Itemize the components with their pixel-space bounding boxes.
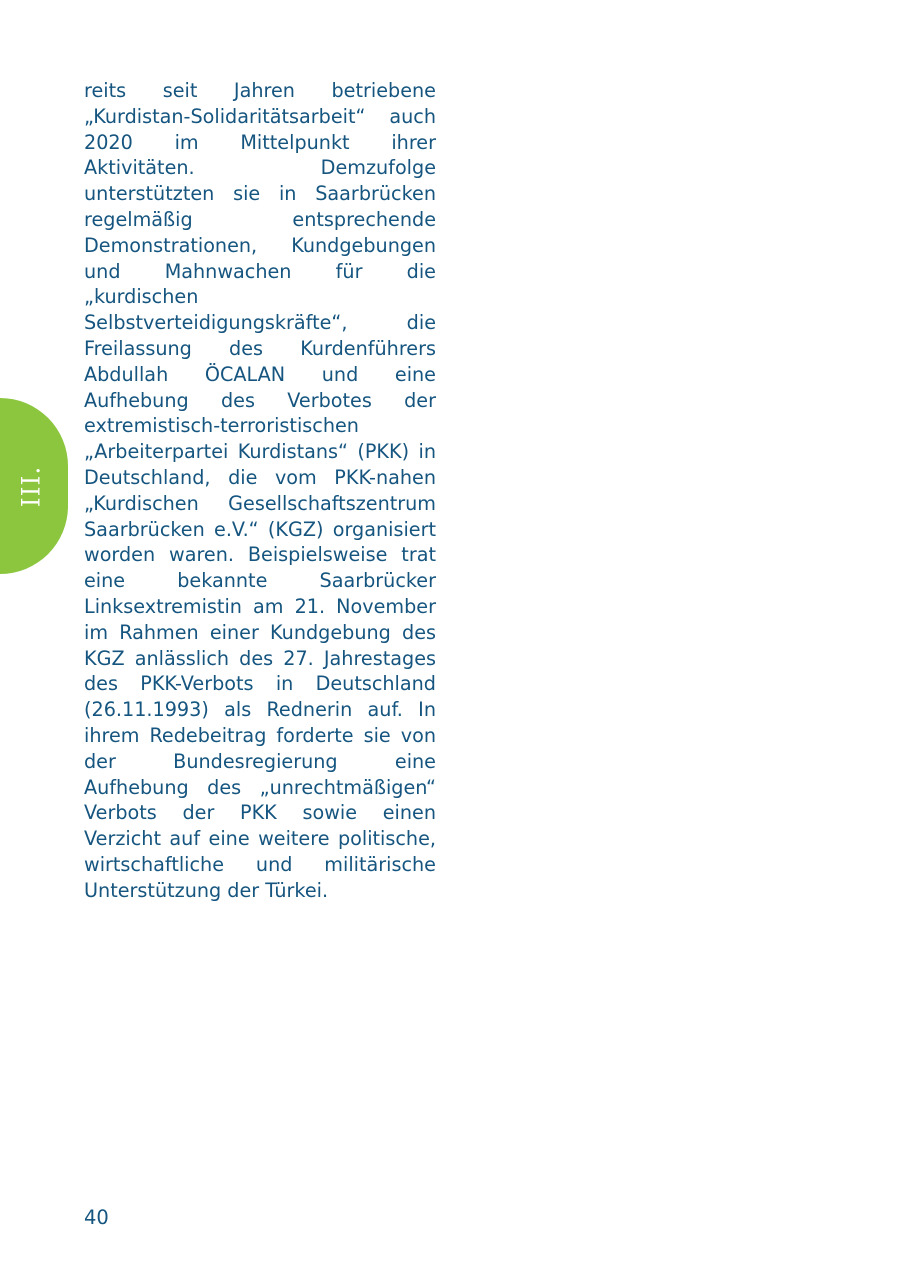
page-number: 40	[84, 1206, 109, 1229]
body-paragraph: reits seit Jahren betriebene „Kurdistan-Solidaritätsarbeit“ auch 2020 im Mittelpunkt ihrer Aktivitäten. Demzufolge unterstützten sie in Saarbrücken regelmäßig entsprechende Demonstrationen, Kundgebungen und Mahnwachen für die „kurdischen Selbstverteidigungskräfte“, die Freilassung des Kurdenführers Abdullah ÖCALAN und eine Aufhebung des Verbotes der extremistisch-terroristischen „Arbeiterpartei Kurdistans“ (PKK) in Deutschland, die vom PKK-nahen „Kurdischen Gesellschaftszentrum Saarbrücken e.V.“ (KGZ) organisiert worden waren. Beispielsweise trat eine bekannte Saarbrücker Linksextremistin am 21. November im Rahmen einer Kundgebung des KGZ anlässlich des 27. Jahrestages des PKK-Verbots in Deutschland (26.11.1993) als Rednerin auf. In ihrem Redebeitrag forderte sie von der Bundesregierung eine Aufhebung des „unrechtmäßigen“ Verbots der PKK sowie einen Verzicht auf eine weitere politische, wirtschaftliche und militärische Unterstützung der Türkei.	[84, 79, 436, 902]
section-tab-label: III.	[16, 465, 46, 507]
text-column	[84, 78, 436, 904]
section-tab-marker	[0, 398, 68, 574]
